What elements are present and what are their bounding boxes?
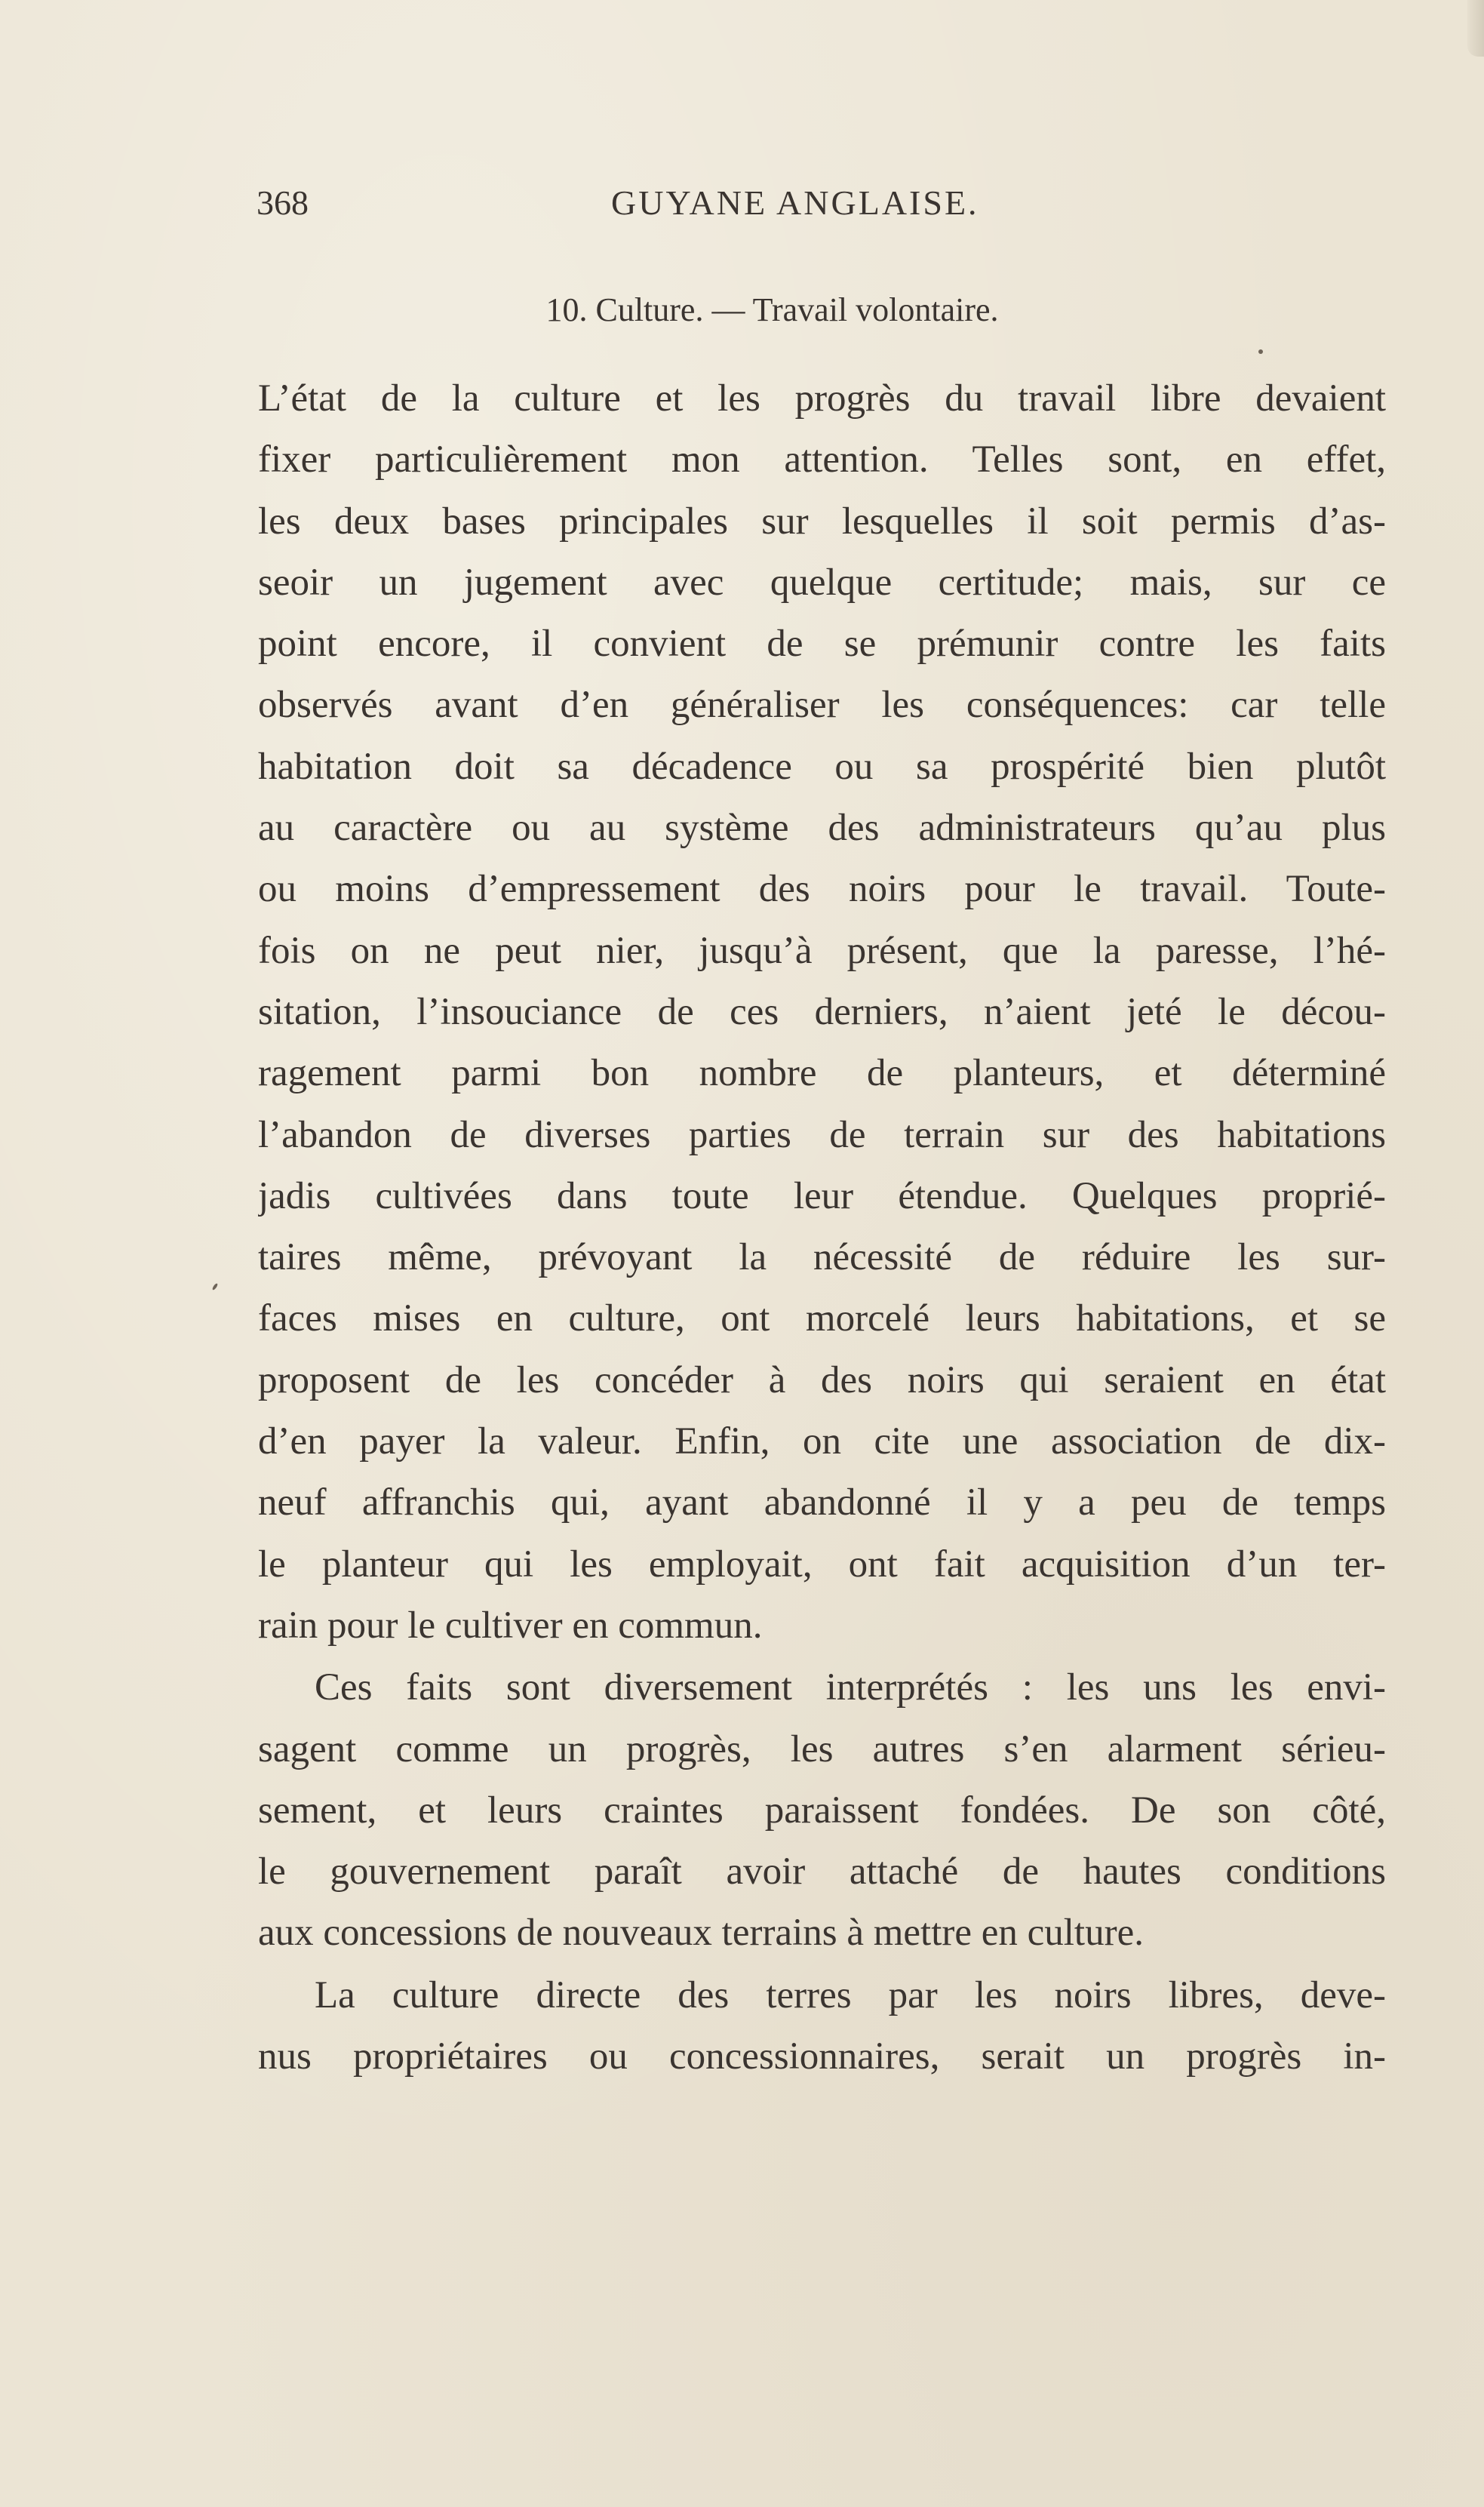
text-line: taires même, prévoyant la nécessité de réduire les sur- <box>258 1236 1386 1279</box>
text-line: seoir un jugement avec quelque certitude; mais, sur ce <box>258 561 1386 604</box>
text-line: neuf affranchis qui, ayant abandonné il y a peu de temps <box>258 1481 1386 1524</box>
running-header <box>257 183 1034 235</box>
text-line: point encore, il convient de se prémunir contre les faits <box>258 623 1386 666</box>
text-line: le gouvernement paraît avoir attaché de hautes conditions <box>258 1850 1386 1893</box>
text-line: sement, et leurs craintes paraissent fondées. De son côté, <box>258 1789 1386 1832</box>
text-line: ou moins d’empressement des noirs pour le travail. Toute- <box>258 868 1386 911</box>
paper-speck <box>211 1283 218 1290</box>
text-line: rain pour le cultiver en commun. <box>258 1604 763 1647</box>
text-line: observés avant d’en généraliser les conséquences: car telle <box>258 684 1386 727</box>
text-line: faces mises en culture, ont morcelé leurs habitations, et se <box>258 1297 1386 1340</box>
text-line: au caractère ou au système des administrateurs qu’au plus <box>258 807 1386 850</box>
text-line: le planteur qui les employait, ont fait acquisition d’un ter- <box>258 1543 1386 1586</box>
text-line: d’en payer la valeur. Enfin, on cite une association de dix- <box>258 1420 1386 1463</box>
text-line: fois on ne peut nier, jusqu’à présent, que la paresse, l’hé- <box>258 929 1386 972</box>
text-line: habitation doit sa décadence ou sa prospérité bien plutôt <box>258 745 1386 788</box>
text-line: les deux bases principales sur lesquelles il soit permis d’as- <box>258 500 1386 543</box>
page-edge-shadow <box>1467 0 1484 57</box>
text-line: Ces faits sont diversement interprétés : les uns les envi- <box>315 1666 1386 1709</box>
text-line: l’abandon de diverses parties de terrain sur des habitations <box>258 1113 1386 1156</box>
text-line: nus propriétaires ou concessionnaires, serait un progrès in- <box>258 2035 1386 2078</box>
text-line: sitation, l’insouciance de ces derniers, n’aient jeté le décou- <box>258 990 1386 1033</box>
body-text <box>258 368 1386 2087</box>
text-line: jadis cultivées dans toute leur étendue. Quelques proprié- <box>258 1174 1386 1217</box>
text-line: L’état de la culture et les progrès du travail libre devaient <box>258 377 1386 420</box>
running-title: GUYANE ANGLAISE. <box>611 183 979 222</box>
text-line: fixer particulièrement mon attention. Telles sont, en effet, <box>258 438 1386 481</box>
page-number: 368 <box>257 183 309 222</box>
text-line: La culture directe des terres par les noirs libres, deve- <box>315 1973 1386 2016</box>
text-line: sagent comme un progrès, les autres s’en alarment sérieu- <box>258 1727 1386 1770</box>
paper-speck <box>1258 349 1263 354</box>
section-title: 10. Culture. — Travail volontaire. <box>545 291 999 328</box>
text-line: ragement parmi bon nombre de planteurs, et déterminé <box>258 1052 1386 1095</box>
text-line: aux concessions de nouveaux terrains à mettre en culture. <box>258 1912 1144 1955</box>
text-line: proposent de les concéder à des noirs qui seraient en état <box>258 1358 1386 1401</box>
